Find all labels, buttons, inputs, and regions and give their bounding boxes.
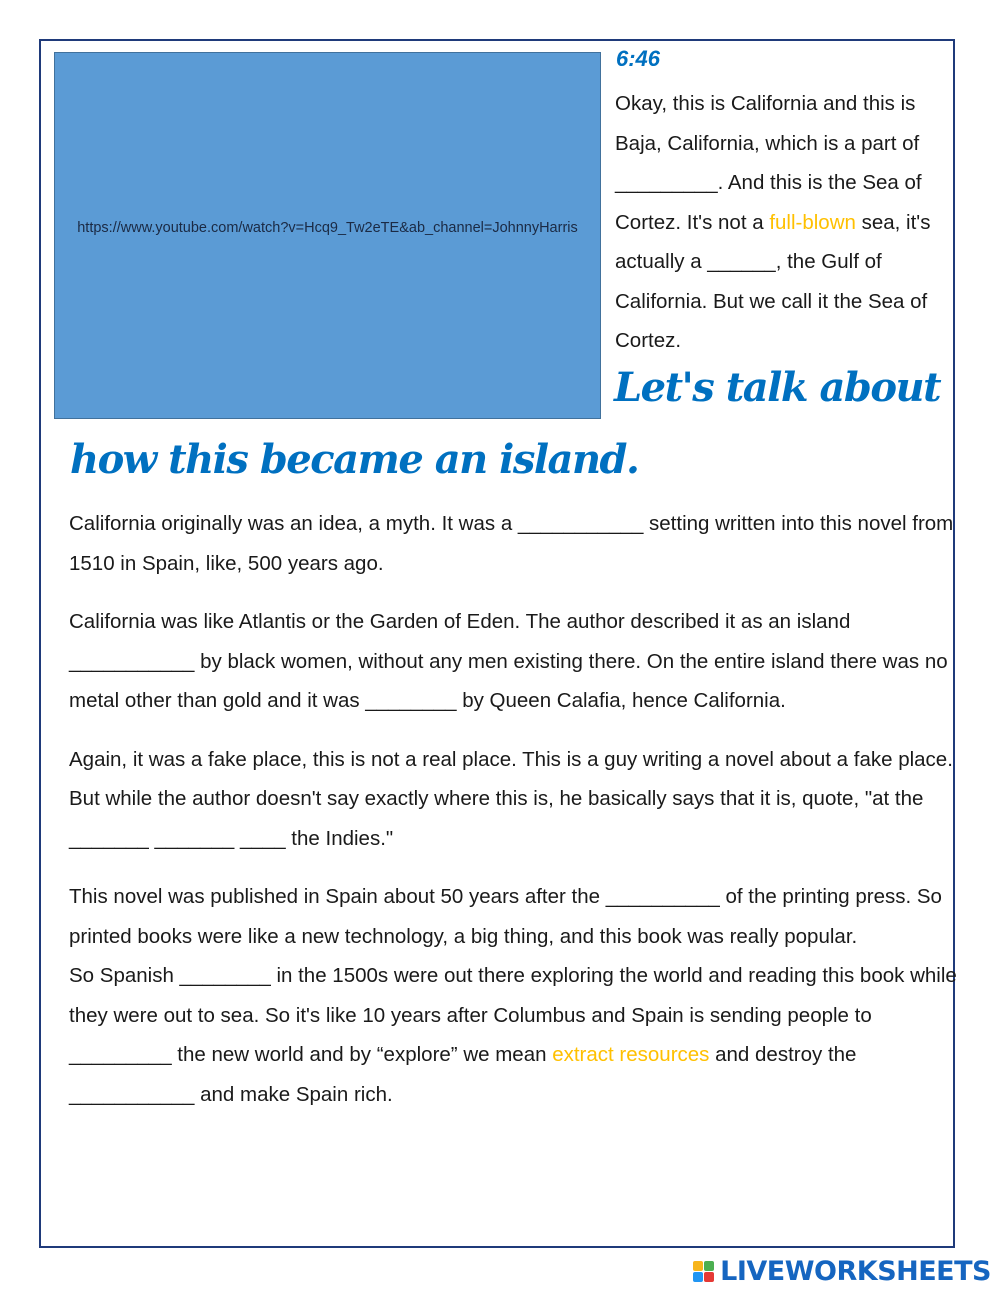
main-text: [69, 504, 959, 1133]
video-timestamp: 6:46: [616, 46, 661, 71]
intro-highlight: full-blown: [769, 210, 856, 234]
paragraph-3: Again, it was a fake place, this is not a real place. This is a guy writing a novel about a fake place. But while the author doesn't say exactly where this is, he basically says that it is, quote, "at the _______ _______ ____ the Indies.": [69, 747, 953, 850]
heading-line-1: Let's talk about: [614, 364, 941, 411]
intro-text-end: sea, it's actually a ______, the Gulf of California. But we call it the Sea of Cortez.: [615, 210, 931, 352]
liveworksheets-logo[interactable]: [693, 1255, 991, 1287]
liveworksheets-icon: [693, 1261, 714, 1282]
liveworksheets-wordmark: LIVEWORKSHEETS: [720, 1255, 991, 1287]
paragraph-5-end: and destroy the ___________ and make Spain rich.: [69, 1043, 857, 1106]
intro-text-start: Okay, this is California and this is Baja, California, which is a part of _________. And this is the Sea of Cortez. It's not a: [615, 92, 922, 234]
video-url-text[interactable]: https://www.youtube.com/watch?v=Hcq9_Tw2eTE&ab_channel=JohnnyHarris: [77, 219, 578, 236]
paragraph-5-highlight: extract resources: [552, 1043, 710, 1066]
paragraph-4: This novel was published in Spain about 50 years after the __________ of the printing press. So printed books were like a new technology, a big thing, and this book was really popular.: [69, 885, 942, 948]
heading-line-2: how this became an island.: [70, 436, 639, 483]
paragraph-5: [69, 956, 959, 1114]
intro-paragraph: [615, 84, 961, 361]
paragraph-5-start: So Spanish ________ in the 1500s were out there exploring the world and reading this book while they were out to sea. So it's like 10 years after Columbus and Spain is sending people to _________ the new world and by “explore” we mean: [69, 964, 957, 1066]
video-placeholder[interactable]: [54, 52, 601, 419]
paragraph-2: California was like Atlantis or the Garden of Eden. The author described it as an island ___________ by black women, without any men existing there. On the entire island there was no metal other than gold and it was ________ by Queen Calafia, hence California.: [69, 610, 948, 712]
paragraph-1: California originally was an idea, a myth. It was a ___________ setting written into this novel from 1510 in Spain, like, 500 years ago.: [69, 512, 954, 575]
